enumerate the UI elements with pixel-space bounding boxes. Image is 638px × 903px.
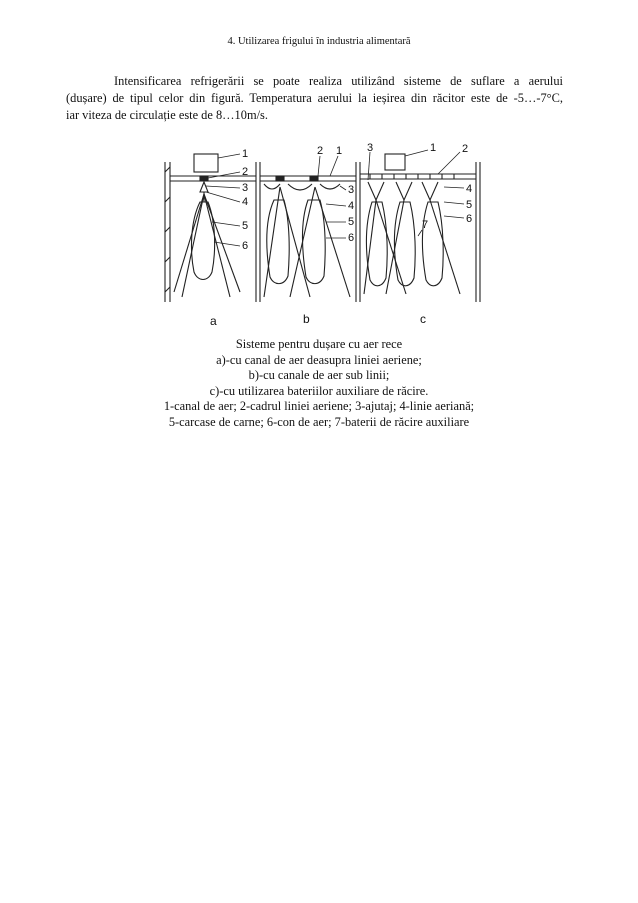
callout-c-4: 4 <box>466 183 473 195</box>
caption-line-c: c)-cu utilizarea bateriilor auxiliare de răcire. <box>209 383 429 398</box>
callout-b-6: 6 <box>348 232 355 244</box>
callout-a-4: 4 <box>242 196 249 208</box>
wall-hatching <box>165 162 480 302</box>
panel-label-a: a <box>210 314 217 328</box>
callout-b-3: 3 <box>348 184 355 196</box>
callout-a-3: 3 <box>242 182 249 194</box>
air-shower-systems-figure <box>160 142 486 332</box>
callout-a-5: 5 <box>242 220 249 232</box>
paragraph-line-1: Intensificarea refrigerării se poate realiza utilizând sisteme de suflare a aerului <box>114 74 563 88</box>
callout-a-2: 2 <box>242 166 249 178</box>
caption-line-a: a)-cu canal de aer deasupra liniei aeriene; <box>216 352 422 367</box>
callout-a-6: 6 <box>242 240 249 252</box>
callout-c-5: 5 <box>466 199 473 211</box>
caption-legend-2: 5-carcase de carne; 6-con de aer; 7-baterii de răcire auxiliare <box>168 414 470 429</box>
caption-legend-1: 1-canal de aer; 2-cadrul liniei aeriene; 3-ajutaj; 4-linie aeriană; <box>163 399 475 414</box>
callout-b-4: 4 <box>348 200 355 212</box>
callout-c-6: 6 <box>466 213 473 225</box>
callout-b-1: 1 <box>336 145 343 157</box>
paragraph-line-3: iar viteza de circulație este de 8…10m/s. <box>66 108 268 122</box>
callout-c-3: 3 <box>367 142 374 154</box>
callout-c-7: 7 <box>422 219 429 231</box>
callout-c-2: 2 <box>462 143 469 155</box>
panel-c-drawing <box>360 154 476 294</box>
figure-caption <box>100 337 538 431</box>
panel-label-b: b <box>303 312 310 326</box>
paragraph-line-2: (dușare) de tipul celor din figură. Temperatura aerului la ieșirea din răcitor este de -5…-7°C, <box>66 91 563 105</box>
page-header: 4. Utilizarea frigului în industria alimentară <box>227 36 411 47</box>
body-paragraph <box>66 73 563 124</box>
callout-b-2: 2 <box>317 145 324 157</box>
callout-a-1: 1 <box>242 148 249 160</box>
callout-c-1: 1 <box>430 142 437 154</box>
caption-line-b: b)-cu canale de aer sub linii; <box>248 368 390 383</box>
panel-label-c: c <box>420 312 426 326</box>
caption-title: Sisteme pentru dușare cu aer rece <box>235 337 403 351</box>
callout-b-5: 5 <box>348 216 355 228</box>
panel-b-drawing <box>260 176 356 297</box>
